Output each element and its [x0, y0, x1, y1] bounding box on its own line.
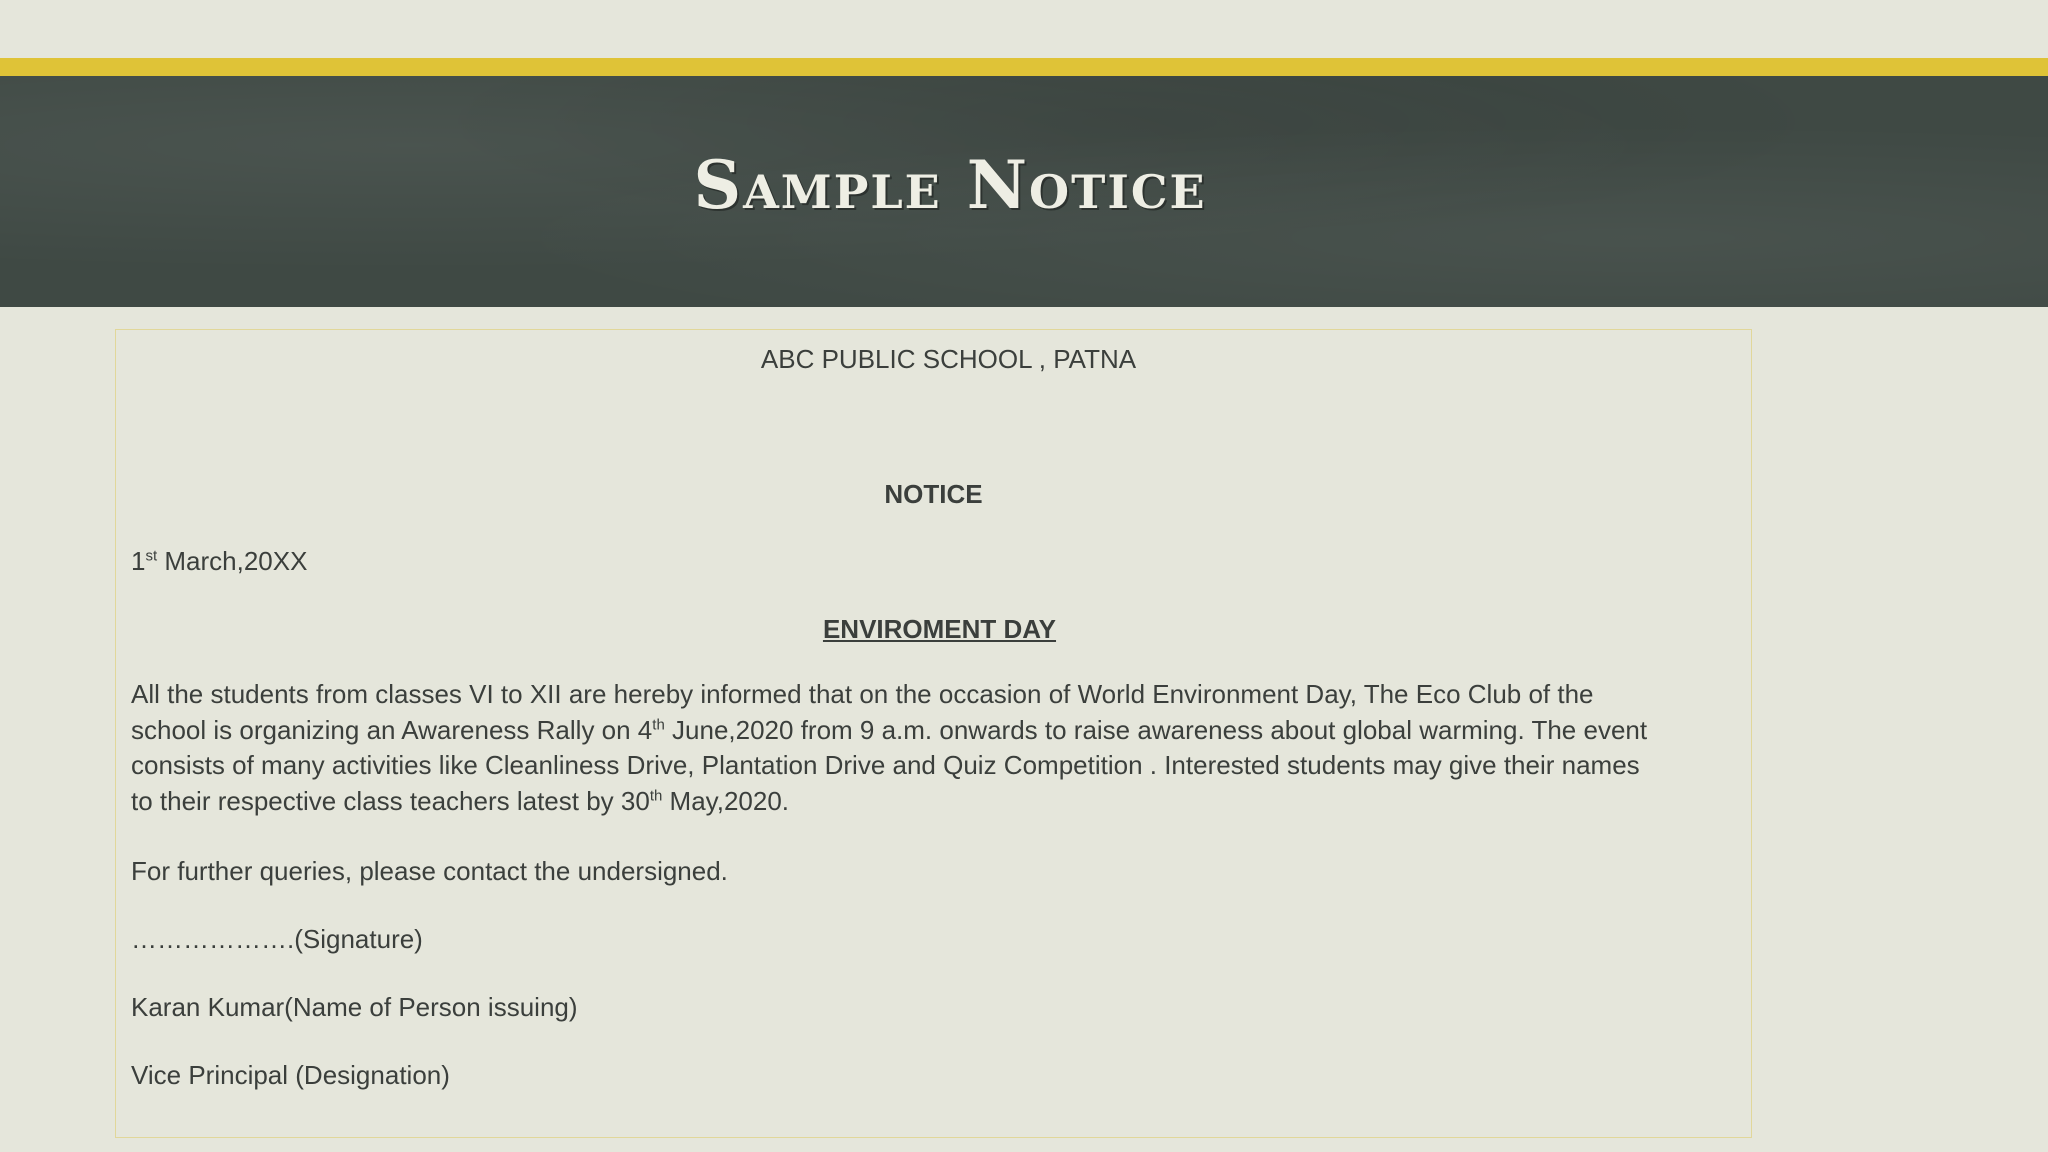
date-rest: March,20XX [157, 546, 308, 576]
notice-body [131, 677, 1741, 819]
body-line-3: consists of many activities like Cleanliness Drive, Plantation Drive and Quiz Competition . Interested students may give their names [131, 750, 1640, 780]
signature-line: ……………….(Signature) [131, 924, 423, 954]
notice-box [115, 329, 1752, 1138]
body-line-1: All the students from classes VI to XII are hereby informed that on the occasion of World Environment Day, The Eco Club of the [131, 679, 1594, 709]
body-line-4-start: to their respective class teachers latest by 30 [131, 785, 650, 816]
date-suffix: st [145, 547, 158, 565]
notice-heading: NOTICE [884, 479, 983, 509]
body-line-4-sup: th [649, 786, 663, 804]
date-day: 1 [131, 546, 146, 576]
school-name: ABC PUBLIC SCHOOL , PATNA [760, 344, 1137, 374]
issuer-designation: Vice Principal (Designation) [131, 1060, 450, 1090]
issuer-name: Karan Kumar(Name of Person issuing) [131, 992, 578, 1022]
slide-title: Sample Notice [693, 146, 1207, 224]
body-line-2-end: June,2020 from 9 a.m. onwards to raise awareness about global warming. The event [664, 714, 1648, 745]
queries-line: For further queries, please contact the undersigned. [131, 856, 728, 886]
body-line-2-start: school is organizing an Awareness Rally on 4 [131, 714, 653, 745]
accent-bar [0, 58, 2048, 76]
title-banner [0, 76, 2048, 307]
notice-subject: ENVIROMENT DAY [822, 614, 1057, 644]
body-line-4 [131, 784, 1741, 820]
body-line-2 [131, 713, 1741, 749]
body-line-4-end: May,2020. [662, 785, 790, 816]
notice-date [131, 544, 307, 579]
body-line-2-sup: th [652, 715, 665, 733]
